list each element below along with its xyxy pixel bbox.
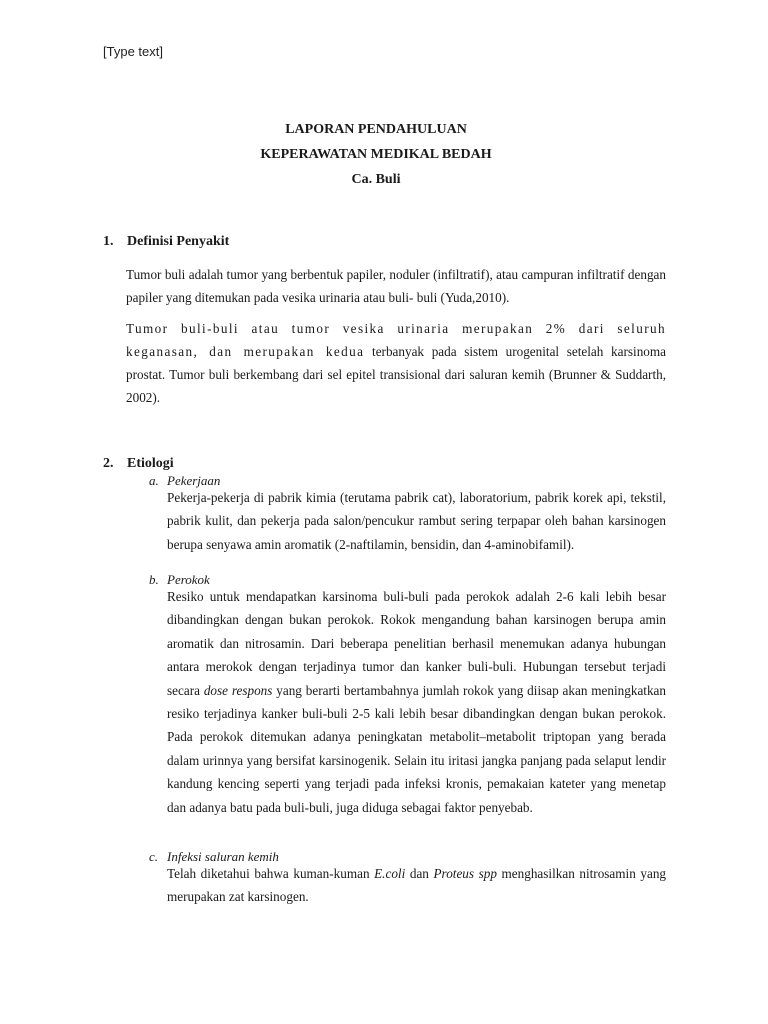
document-title: [0, 117, 768, 192]
etiology-item-b-label: b. Perokok: [149, 572, 210, 587]
section-1-title: Definisi Penyakit: [127, 234, 230, 249]
etiology-item-c-label: c. Infeksi saluran kemih: [149, 849, 279, 864]
section-1-paragraph-1: Tumor buli adalah tumor yang berbentuk papiler, noduler (infiltratif), atau campuran infiltratif dengan papiler yang ditemukan pada vesika urinaria atau buli- buli (Yuda,2010).: [126, 267, 666, 305]
header-text: [Type text]: [103, 44, 163, 59]
section-2-number: 2.: [103, 456, 114, 471]
section-1-number: 1.: [103, 234, 114, 249]
etiology-item-a-label: a. Pekerjaan: [149, 473, 221, 488]
title-line-2: KEPERAWATAN MEDIKAL BEDAH: [260, 147, 492, 162]
section-2-title: Etiologi: [127, 456, 174, 471]
etiology-item-c-text: Telah diketahui bahwa kuman-kuman E.coli dan Proteus spp menghasilkan nitrosamin yang merupakan zat karsinogen.: [167, 866, 667, 905]
section-1-heading: [103, 234, 229, 250]
title-line-3: Ca. Buli: [351, 172, 401, 187]
etiology-item-b-text: Resiko untuk mendapatkan karsinoma buli-buli pada perokok adalah 2-6 kali lebih besar dibandingkan dengan bukan perokok. Rokok mengandung bahan karsinogen berupa amin aromatik dan nitrosamin. Dari beberapa penelitian berhasil menemukan adanya hubungan antara merokok dengan terjadinya tumor dan kanker buli-buli. Hubungan tersebut terjadi secara dose respons yang berarti bertambahnya jumlah rokok yang diisap akan meningkatkan resiko terjadinya kanker buli-buli 2-5 kali lebih besar dibandingkan dengan bukan perokok. Pada perokok ditemukan adanya peningkatan metabolit–metabolit triptopan yang berada dalam urinnya yang bersifat karsinogenik. Selain itu iritasi jangka panjang pada selaput lendir kandung kencing seperti yang terjadi pada infeksi kronis, pemakaian kateter yang menetap dan adanya batu pada buli-buli, juga diduga sebagai faktor penyebab.: [167, 589, 667, 815]
section-1-paragraph-2: Tumor buli-buli atau tumor vesika urinaria merupakan 2% dari seluruh keganasan, dan merupakan kedua terbanyak pada sistem urogenital setelah karsinoma prostat. Tumor buli berkembang dari sel epitel transisional dari saluran kemih (Brunner & Suddarth, 2002).: [126, 321, 666, 405]
section-2-heading: [103, 456, 174, 472]
title-line-1: LAPORAN PENDAHULUAN: [285, 122, 467, 137]
etiology-item-a-text: Pekerja-pekerja di pabrik kimia (terutama pabrik cat), laboratorium, pabrik korek api, tekstil, pabrik kulit, dan pekerja pada salon/pencukur rambut sering terpapar oleh bahan karsinogen berupa senyawa amin aromatik (2-naftilamin, bensidin, dan 4-aminobifamil).: [167, 490, 666, 552]
